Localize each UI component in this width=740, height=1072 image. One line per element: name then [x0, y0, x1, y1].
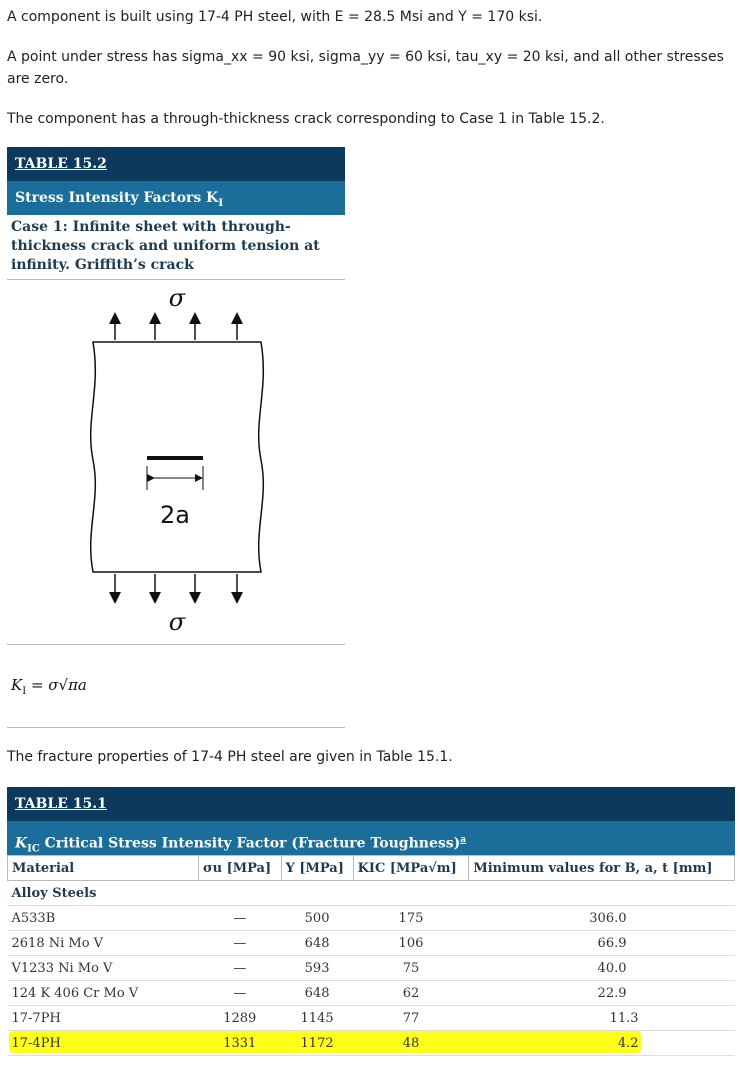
table-15-2-subtitle: Stress Intensity Factors $K_I$ — [7, 181, 345, 215]
cell: 11.3 — [469, 1006, 735, 1031]
table-row — [8, 1006, 735, 1031]
divider — [7, 727, 345, 728]
table-15-2-case: Case 1: Infinite sheet with through-thickness crack and uniform tension at infinity. Griffith’s crack — [7, 215, 345, 280]
table-15-2-title: TABLE 15.2 — [7, 147, 345, 181]
cell: 77 — [353, 1006, 469, 1031]
cell: 2618 Ni Mo V — [8, 931, 199, 956]
group-label: Alloy Steels — [8, 881, 735, 906]
table-row — [8, 981, 735, 1006]
cell: A533B — [8, 906, 199, 931]
crack-length-label: 2a — [160, 501, 190, 529]
table-15-1-title: TABLE 15.1 — [7, 787, 735, 821]
cell: 66.9 — [469, 931, 735, 956]
sigma-bottom-label: σ — [168, 608, 186, 636]
kic-table — [7, 855, 735, 1056]
cell: 75 — [353, 956, 469, 981]
header-row — [8, 856, 735, 881]
col-kic: KIC [MPa√m] — [353, 856, 469, 881]
fracture-text: The fracture properties of 17-4 PH steel are given in Table 15.1. — [7, 749, 453, 765]
cell: 500 — [281, 906, 353, 931]
cell: 22.9 — [469, 981, 735, 1006]
cell: 175 — [353, 906, 469, 931]
col-material: Material — [8, 856, 199, 881]
cell: 306.0 — [469, 906, 735, 931]
cell: 40.0 — [469, 956, 735, 981]
cell: 17-7PH — [8, 1006, 199, 1031]
cell: V1233 Ni Mo V — [8, 956, 199, 981]
cell: — — [199, 931, 282, 956]
intro-line-1: A component is built using 17-4 PH steel, with E = 28.5 Msi and Y = 170 ksi. — [7, 9, 543, 25]
crack-figure — [7, 280, 345, 640]
divider — [7, 644, 345, 645]
table-row-highlighted — [8, 1031, 735, 1056]
cell: 106 — [353, 931, 469, 956]
cell: 62 — [353, 981, 469, 1006]
intro-line-2: A point under stress has sigma_xx = 90 ksi, sigma_yy = 60 ksi, tau_xy = 20 ksi, and all other stresses are zero. — [7, 49, 724, 87]
col-minimum: Minimum values for B, a, t [mm] — [469, 856, 735, 881]
group-row — [8, 881, 735, 906]
col-y: Y [MPa] — [281, 856, 353, 881]
cell: — — [199, 981, 282, 1006]
cell: 4.2 — [469, 1031, 735, 1056]
table-15-1 — [7, 787, 735, 1056]
top-arrows — [115, 318, 237, 340]
cell: 593 — [281, 956, 353, 981]
cell: 1331 — [199, 1031, 282, 1056]
cell: 1172 — [281, 1031, 353, 1056]
cell: 1289 — [199, 1006, 282, 1031]
table-15-2 — [7, 147, 345, 280]
table-15-1-subtitle: $K_{IC}$ Critical Stress Intensity Factor (Fracture Toughness)$^a$ — [7, 821, 735, 855]
sigma-top-label: σ — [168, 284, 186, 312]
table-row — [8, 931, 735, 956]
cell: 17-4PH — [8, 1031, 199, 1056]
col-su: σu [MPa] — [199, 856, 282, 881]
cell: 124 K 406 Cr Mo V — [8, 981, 199, 1006]
cell: 648 — [281, 981, 353, 1006]
cell: 1145 — [281, 1006, 353, 1031]
table-row — [8, 906, 735, 931]
ki-formula: $K_I = \sigma√\pi a$ — [11, 676, 87, 697]
intro-line-3: The component has a through-thickness crack corresponding to Case 1 in Table 15.2. — [7, 111, 605, 127]
table-row — [8, 956, 735, 981]
bottom-arrows — [115, 574, 237, 598]
cell: — — [199, 956, 282, 981]
cell: 648 — [281, 931, 353, 956]
cell: 48 — [353, 1031, 469, 1056]
cell: — — [199, 906, 282, 931]
